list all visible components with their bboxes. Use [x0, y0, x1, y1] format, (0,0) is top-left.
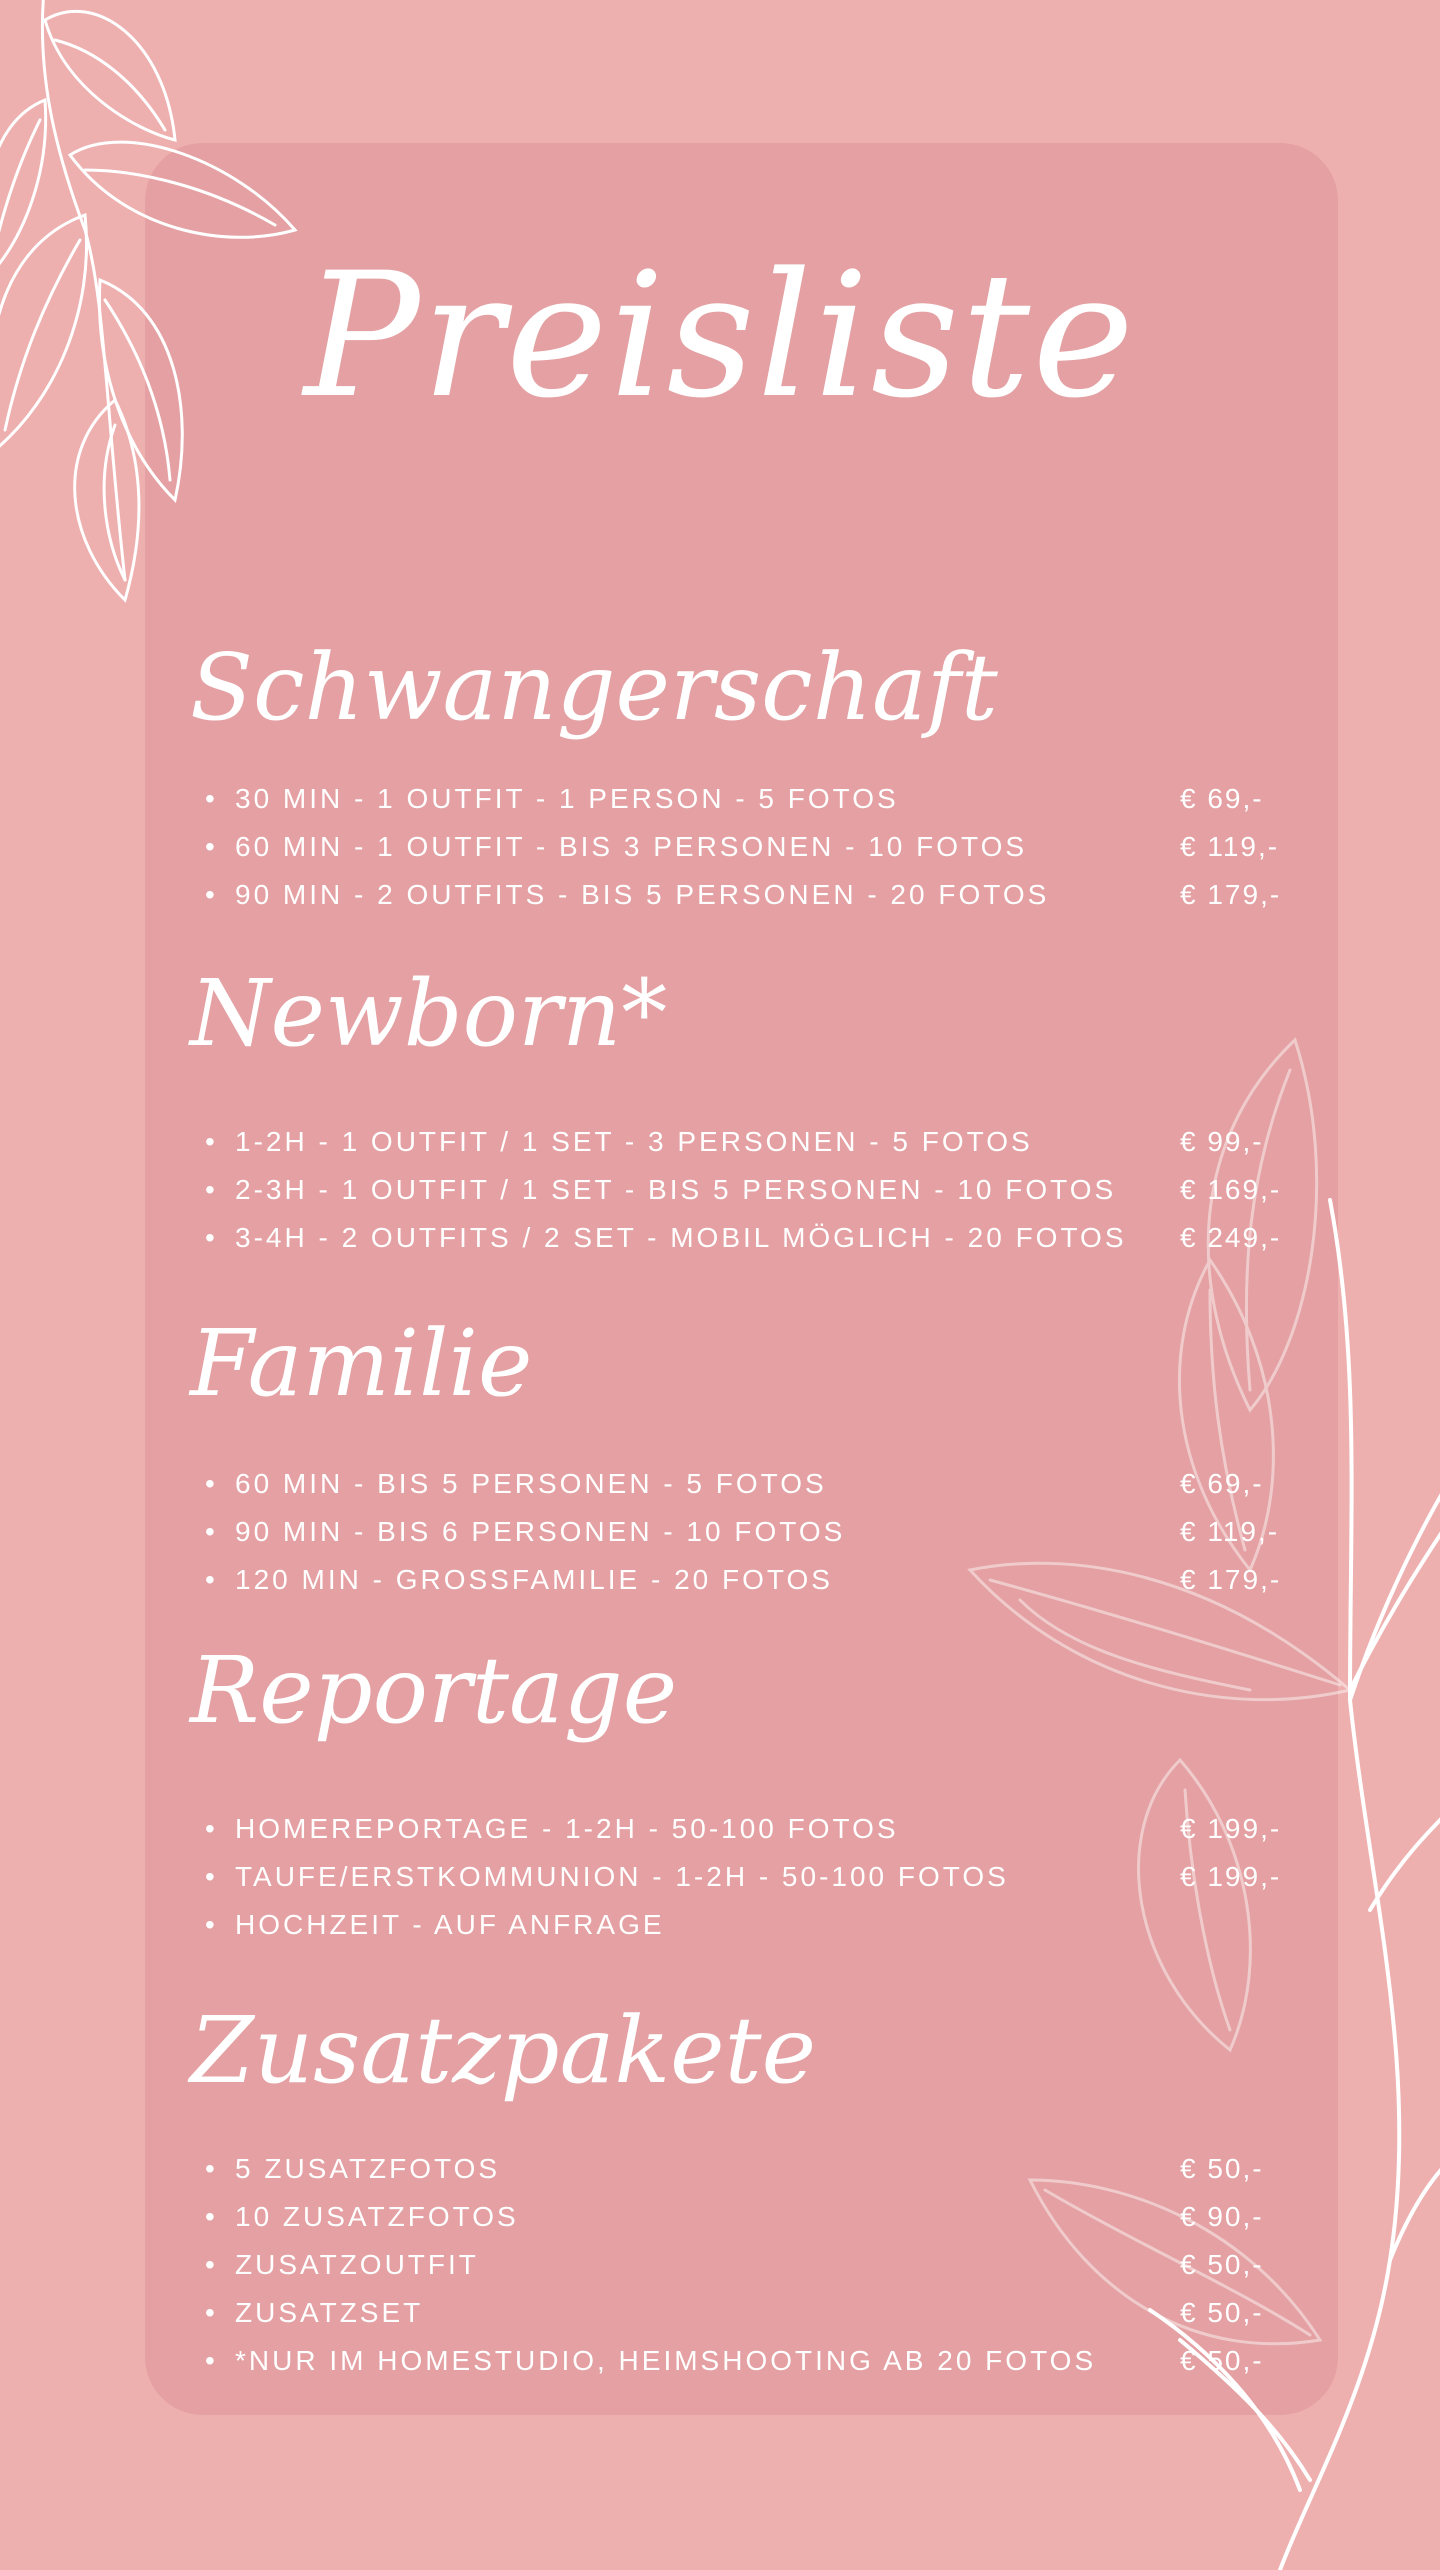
item-price: € 50,-: [1180, 2249, 1264, 2280]
list-item: [205, 1556, 1295, 1604]
bullet: •: [205, 2345, 218, 2376]
item-description: 60 MIN - 1 OUTFIT - BIS 3 PERSONEN - 10 FOTOS: [235, 831, 1028, 862]
item-description: 30 MIN - 1 OUTFIT - 1 PERSON - 5 FOTOS: [235, 783, 899, 814]
item-price: € 199,-: [1180, 1861, 1282, 1892]
section-title-zusatzpakete: Zusatzpakete: [190, 1997, 817, 2104]
item-description: ZUSATZSET: [235, 2297, 424, 2328]
bullet: •: [205, 1468, 218, 1499]
bullet: •: [205, 1516, 218, 1547]
item-price: € 199,-: [1180, 1813, 1282, 1844]
page-title: Preisliste: [303, 235, 1137, 436]
item-price: € 119,-: [1180, 831, 1280, 862]
item-description: ZUSATZOUTFIT: [235, 2249, 479, 2280]
list-item: [205, 823, 1295, 871]
item-description: 120 MIN - GROSSFAMILIE - 20 FOTOS: [235, 1564, 833, 1595]
bullet: •: [205, 831, 218, 862]
price-list-reportage: [205, 1805, 1295, 1949]
list-item: [205, 1805, 1295, 1853]
item-description: 3-4H - 2 OUTFITS / 2 SET - MOBIL MÖGLICH - 20 FOTOS: [235, 1222, 1127, 1253]
item-price: € 69,-: [1180, 783, 1264, 814]
bullet: •: [205, 1222, 218, 1253]
bullet: •: [205, 1909, 218, 1940]
item-description: 1-2H - 1 OUTFIT / 1 SET - 3 PERSONEN - 5 FOTOS: [235, 1126, 1033, 1157]
item-price: € 169,-: [1180, 1174, 1282, 1205]
item-description: HOCHZEIT - AUF ANFRAGE: [235, 1909, 665, 1940]
item-description: 90 MIN - BIS 6 PERSONEN - 10 FOTOS: [235, 1516, 846, 1547]
bullet: •: [205, 2153, 218, 2184]
item-price: € 179,-: [1180, 1564, 1282, 1595]
price-list-newborn: [205, 1118, 1295, 1262]
price-list-zusatzpakete: [205, 2145, 1295, 2385]
section-title-schwangerschaft: Schwangerschaft: [190, 634, 998, 741]
item-price: € 99,-: [1180, 1126, 1264, 1157]
bullet: •: [205, 783, 218, 814]
list-item: [205, 1508, 1295, 1556]
bullet: •: [205, 1813, 218, 1844]
bullet: •: [205, 879, 218, 910]
item-description: 90 MIN - 2 OUTFITS - BIS 5 PERSONEN - 20 FOTOS: [235, 879, 1050, 910]
price-list-familie: [205, 1460, 1295, 1604]
bullet: •: [205, 2249, 218, 2280]
list-item: [205, 2145, 1295, 2193]
item-price: € 90,-: [1180, 2201, 1264, 2232]
price-list-schwangerschaft: [205, 775, 1295, 919]
section-title-reportage: Reportage: [190, 1637, 678, 1744]
list-item: [205, 2337, 1295, 2385]
item-description: 10 ZUSATZFOTOS: [235, 2201, 519, 2232]
item-price: € 50,-: [1180, 2345, 1264, 2376]
item-description: TAUFE/ERSTKOMMUNION - 1-2H - 50-100 FOTOS: [235, 1861, 1009, 1892]
bullet: •: [205, 2297, 218, 2328]
item-price: € 50,-: [1180, 2153, 1264, 2184]
list-item: [205, 1214, 1295, 1262]
item-description: *NUR IM HOMESTUDIO, HEIMSHOOTING AB 20 FOTOS: [235, 2345, 1097, 2376]
section-title-newborn: Newborn*: [190, 960, 668, 1067]
bullet: •: [205, 1564, 218, 1595]
list-item: [205, 871, 1295, 919]
list-item: [205, 1118, 1295, 1166]
list-item: [205, 2193, 1295, 2241]
list-item: [205, 2241, 1295, 2289]
list-item: [205, 1901, 1295, 1949]
item-price: € 179,-: [1180, 879, 1282, 910]
list-item: [205, 2289, 1295, 2337]
item-description: 60 MIN - BIS 5 PERSONEN - 5 FOTOS: [235, 1468, 827, 1499]
item-description: 2-3H - 1 OUTFIT / 1 SET - BIS 5 PERSONEN - 10 FOTOS: [235, 1174, 1117, 1205]
bullet: •: [205, 2201, 218, 2232]
item-description: HOMEREPORTAGE - 1-2H - 50-100 FOTOS: [235, 1813, 899, 1844]
item-price: € 119,-: [1180, 1516, 1280, 1547]
list-item: [205, 1166, 1295, 1214]
item-price: € 249,-: [1180, 1222, 1282, 1253]
section-title-familie: Familie: [190, 1310, 533, 1417]
list-item: [205, 1460, 1295, 1508]
item-description: 5 ZUSATZFOTOS: [235, 2153, 501, 2184]
list-item: [205, 775, 1295, 823]
list-item: [205, 1853, 1295, 1901]
bullet: •: [205, 1126, 218, 1157]
item-price: € 69,-: [1180, 1468, 1264, 1499]
bullet: •: [205, 1174, 218, 1205]
item-price: € 50,-: [1180, 2297, 1264, 2328]
bullet: •: [205, 1861, 218, 1892]
